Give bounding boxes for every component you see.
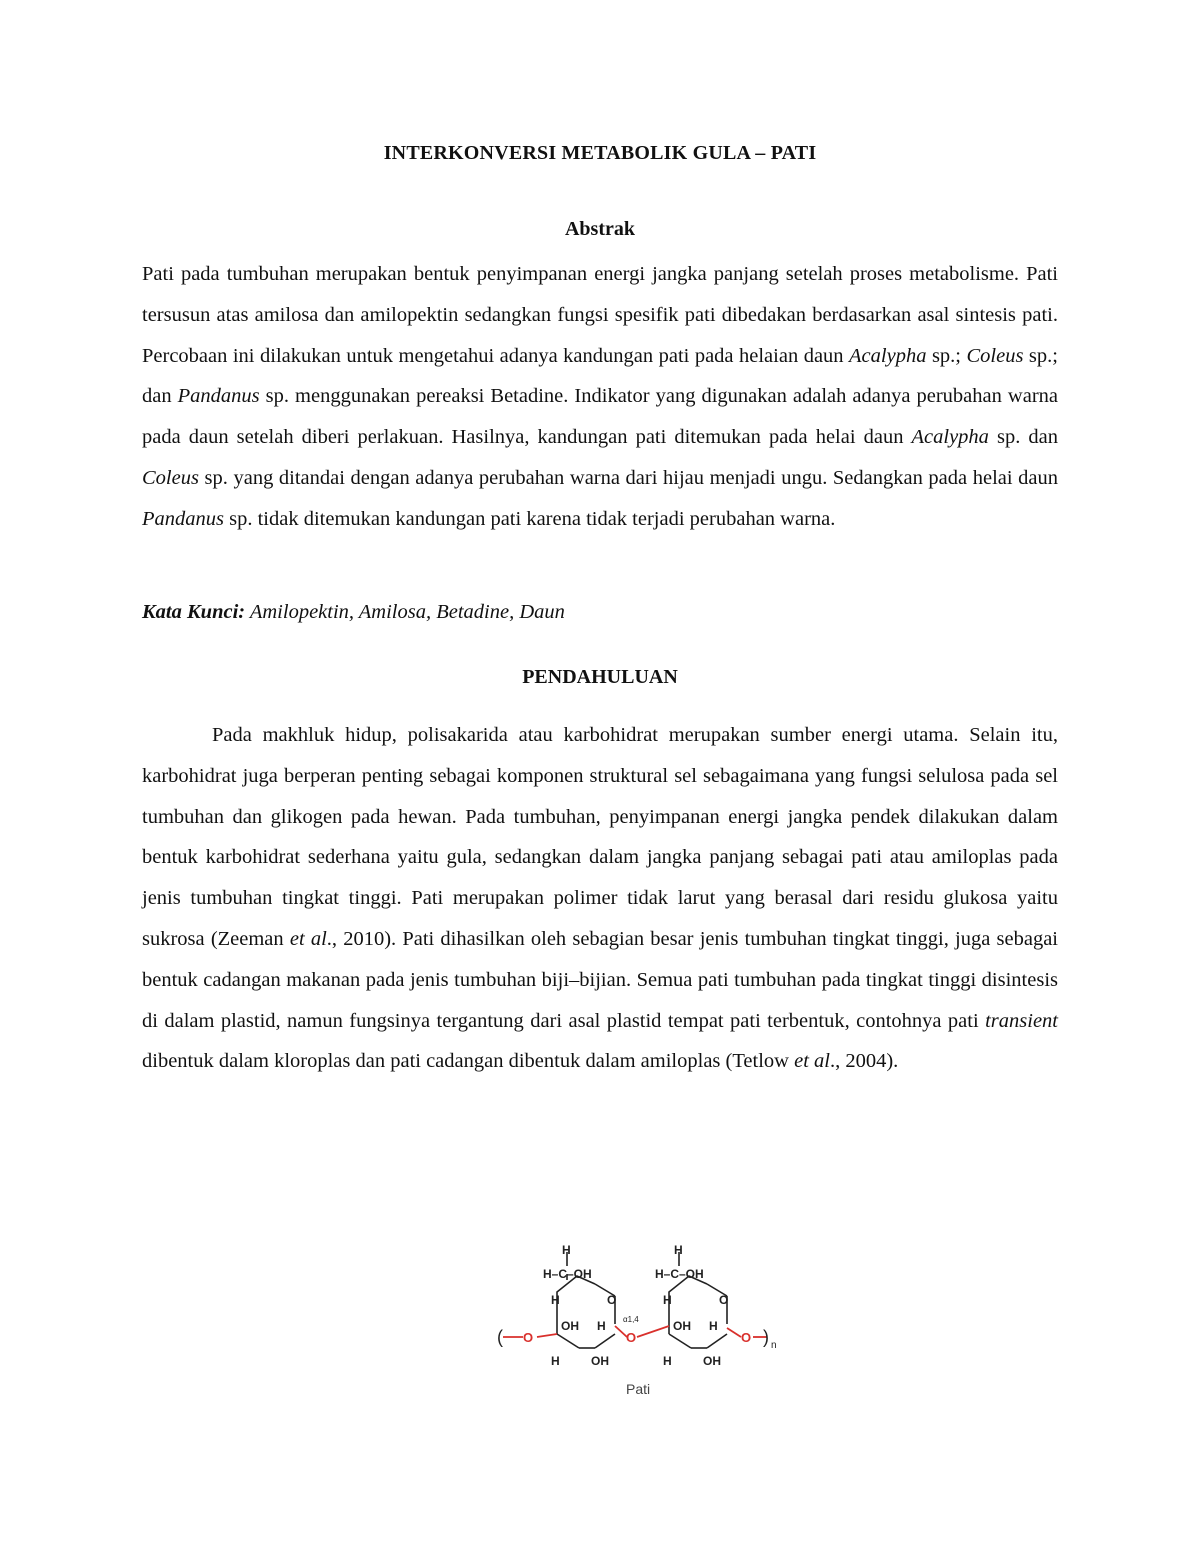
et-al: et al — [289, 927, 327, 950]
term-transient: transient — [985, 1009, 1058, 1032]
atom-label: H — [562, 1243, 571, 1257]
atom-label: H–C–OH — [543, 1267, 592, 1281]
atom-label: H — [551, 1293, 560, 1307]
species-name: Pandanus — [142, 507, 224, 530]
atom-label: OH — [673, 1319, 691, 1333]
atom-label: H — [663, 1354, 672, 1368]
atom-label: O — [719, 1293, 729, 1307]
species-name: Acalypha — [849, 344, 927, 367]
keywords-value: Amilopektin, Amilosa, Betadine, Daun — [245, 601, 565, 623]
abstract-paragraph: Pati pada tumbuhan merupakan bentuk penyimpanan energi jangka panjang setelah proses metabolisme. Pati tersusun atas amilosa dan amilopektin sedangkan fungsi spesifik pati dibedakan berdasarkan asal sintesis pati. Percobaan ini dilakukan untuk mengetahui adanya kandungan pati pada helaian daun Acalypha sp.; Coleus sp.; dan Pandanus sp. menggunakan pereaksi Betadine. Indikator yang digunakan adalah adanya perubahan warna pada daun setelah diberi perlakuan. Hasilnya, kandungan pati ditemukan pada helai daun Acalypha sp. dan Coleus sp. yang ditandai dengan adanya perubahan warna dari hijau menjadi ungu. Sedangkan pada helai daun Pandanus sp. tidak ditemukan kandungan pati karena tidak terjadi perubahan warna. — [142, 263, 1059, 530]
atom-label: H–C–OH — [655, 1267, 704, 1281]
chain-open-bracket: ( — [497, 1327, 503, 1347]
species-name: Coleus — [966, 344, 1024, 367]
keywords-label: Kata Kunci: — [142, 601, 246, 623]
bridge-oxygen: O — [626, 1330, 637, 1345]
bridge-oxygen: O — [523, 1330, 534, 1345]
bond-label: α1,4 — [623, 1315, 639, 1324]
chain-close-bracket: ) — [763, 1327, 769, 1347]
document-title: INTERKONVERSI METABOLIK GULA – PATI — [383, 142, 817, 164]
atom-label: OH — [561, 1319, 579, 1333]
keywords-line — [142, 601, 565, 624]
atom-label: H — [663, 1293, 672, 1307]
starch-structure-figure — [495, 1238, 795, 1408]
abstract-heading: Abstrak — [564, 218, 635, 240]
atom-label: O — [607, 1293, 617, 1307]
introduction-heading: PENDAHULUAN — [522, 666, 678, 688]
et-al: et al — [794, 1050, 830, 1073]
introduction-paragraph: Pada makhluk hidup, polisakarida atau karbohidrat merupakan sumber energi utama. Selain itu, karbohidrat juga berperan penting sebagai komponen struktural sel sebagaimana yang fungsi selulosa pada sel tumbuhan dan glikogen pada hewan. Pada tumbuhan, penyimpanan energi jangka pendek dilakukan dalam bentuk karbohidrat sederhana yaitu gula, sedangkan dalam jangka panjang sebagai pati atau amiloplas pada jenis tumbuhan tingkat tinggi. Pati merupakan polimer tidak larut yang berasal dari residu glukosa yaitu sukrosa (Zeeman et al., 2010). Pati dihasilkan oleh sebagian besar jenis tumbuhan tingkat tinggi, juga sebagai bentuk cadangan makanan pada jenis tumbuhan biji–bijian. Semua pati tumbuhan pada tingkat tinggi disintesis di dalam plastid, namun fungsinya tergantung dari asal plastid tempat pati terbentuk, contohnya pati transient dibentuk dalam kloroplas dan pati cadangan dibentuk dalam amiloplas (Tetlow et al., 2004). — [142, 724, 1058, 1073]
repeat-index: n — [771, 1340, 777, 1351]
atom-label: H — [709, 1319, 718, 1333]
atom-label: H — [674, 1243, 683, 1257]
bridge-oxygen: O — [741, 1330, 752, 1345]
species-name: Coleus — [142, 466, 199, 489]
atom-label: OH — [703, 1354, 721, 1368]
species-name: Acalypha — [911, 426, 989, 449]
atom-label: OH — [591, 1354, 609, 1368]
figure-caption: Pati — [626, 1381, 651, 1397]
atom-label: H — [551, 1354, 560, 1368]
species-name: Pandanus — [177, 385, 260, 408]
starch-structure-diagram — [495, 1238, 795, 1408]
atom-label: H — [597, 1319, 606, 1333]
